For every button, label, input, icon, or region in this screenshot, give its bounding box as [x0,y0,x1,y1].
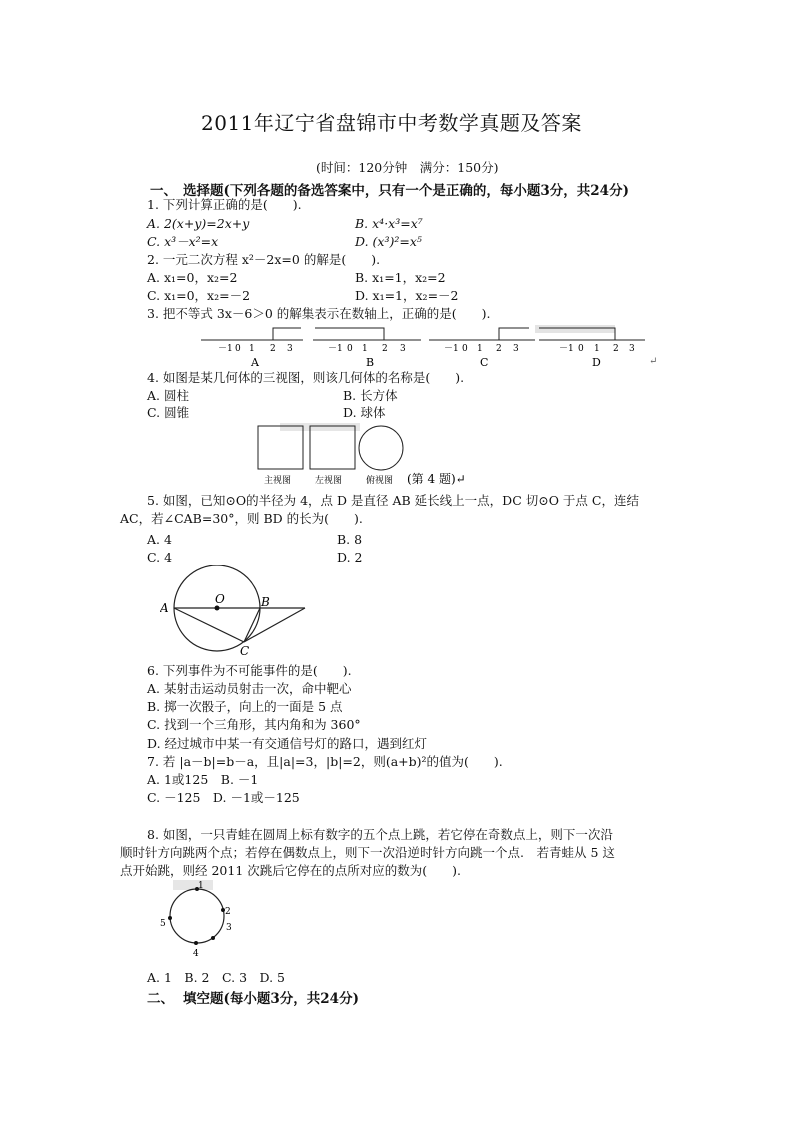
tick: －1 [444,344,459,354]
tick: －1 [559,344,574,354]
option-label-b: B [366,356,375,369]
q5-option-c: C. 4 [147,550,173,565]
point-c-label: C [240,644,250,658]
circle-tangent-figure [160,565,310,660]
frog-circle-figure [155,878,245,958]
q8-line-2: 顺时针方向跳两个点；若停在偶数点上，则下一次沿逆时针方向跳一个点. 若青蛙从 5 这 [120,845,615,860]
view-label: 俯视图 [366,476,394,486]
q6-option-d: D. 经过城市中某一有交通信号灯的路口，遇到红灯 [147,736,428,751]
number-line-d [535,325,657,369]
q2-option-b: B. x₁=1，x₂=2 [355,270,446,285]
number-line-c [429,328,535,369]
section-2-title: 填空题(每小题3分，共24分) [183,991,359,1007]
q8-line-1: 8. 如图，一只青蛙在圆周上标有数字的五个点上跳，若它停在奇数点上，则下一次沿 [147,827,613,842]
point-label: 1 [198,881,204,891]
option-label-c: C [480,356,489,369]
q1-stem: 1. 下列计算正确的是( ). [147,197,302,212]
front-view-square [258,426,303,469]
q7-stem: 7. 若 |a－b|=b－a，且|a|=3，|b|=2，则(a+b)²的值为( ). [147,754,503,769]
view-label: 左视图 [315,476,343,486]
q7-options-cd: C. －125 D. －1或－125 [147,790,300,805]
side-view-square [310,426,355,469]
number-line-b [313,328,421,369]
q1-option-b: B. x⁴·x³=x⁷ [355,216,423,231]
tick: 2 [382,344,388,354]
q2-stem: 2. 一元二次方程 x²－2x=0 的解是( ). [147,252,381,267]
tick: 2 [496,344,502,354]
point-label: 4 [193,949,199,958]
tick: 3 [287,344,293,354]
q4-option-d: D. 球体 [343,405,386,420]
section-2-number: 二、 [147,991,174,1007]
point-label: 5 [160,919,166,929]
q4-option-b: B. 长方体 [343,388,398,403]
tick: 2 [613,344,619,354]
q1-option-a: A. 2(x+y)=2x+y [147,216,250,231]
number-line-a [201,328,303,369]
tick: －1 [328,344,343,354]
tick: 0 [578,344,584,354]
option-label-a: A [251,356,259,369]
section-1-title: 选择题(下列各题的备选答案中，只有一个是正确的，每小题3分，共24分) [183,183,629,199]
q5-stem-line-2: AC，若∠CAB=30°，则 BD 的长为( ). [120,511,363,526]
q5-option-b: B. 8 [337,532,363,547]
figure-caption: (第 4 题)↵ [407,472,466,486]
q1-option-d: D. (x³)²=x⁵ [355,234,422,249]
tick: 1 [477,344,483,354]
section-1-number: 一、 [150,183,177,199]
tick: 1 [249,344,255,354]
tick: 0 [347,344,353,354]
three-view-figure [250,423,490,487]
tick: 0 [462,344,468,354]
tick: 3 [400,344,406,354]
tick: 1 [594,344,600,354]
q5-stem-line-1: 5. 如图，已知⊙O的半径为 4，点 D 是直径 AB 延长线上一点，DC 切⊙O 于点 C，连结 [147,493,639,508]
point-a-label: A [160,601,169,615]
tick: 2 [270,344,276,354]
point-label: 2 [225,907,231,917]
q5-option-d: D. 2 [337,550,363,565]
q3-stem: 3. 把不等式 3x－6＞0 的解集表示在数轴上，正确的是( ). [147,306,491,321]
q4-option-c: C. 圆锥 [147,405,190,420]
tick: 0 [235,344,241,354]
tick: 3 [629,344,635,354]
page-title: 2011年辽宁省盘锦市中考数学真题及答案 [201,111,582,135]
return-mark: ↵ [649,356,658,367]
q2-option-a: A. x₁=0，x₂=2 [147,270,238,285]
view-label: 主视图 [264,476,292,486]
tick: 1 [362,344,368,354]
point-o-label: O [215,592,225,606]
q8-line-3: 点开始跳，则经 2011 次跳后它停在的点所对应的数为( ). [120,863,461,878]
number-line-figures [195,322,665,370]
q6-stem: 6. 下列事件为不可能事件的是( ). [147,663,352,678]
point-label: 3 [226,923,232,933]
q4-option-a: A. 圆柱 [147,388,189,403]
tangent-dc [244,608,305,642]
option-label-d: D [592,356,601,369]
q2-option-c: C. x₁=0，x₂=－2 [147,288,251,303]
tick: 3 [513,344,519,354]
q4-stem: 4. 如图是某几何体的三视图，则该几何体的名称是( ). [147,370,465,385]
top-view-circle [359,426,403,470]
q7-options-ab: A. 1或125 B. －1 [147,772,259,787]
point-b-label: B [261,595,270,609]
q6-option-c: C. 找到一个三角形，其内角和为 360° [147,717,361,732]
q6-option-b: B. 掷一次骰子，向上的一面是 5 点 [147,699,343,714]
q1-option-c: C. x³－x²=x [147,234,219,249]
q5-option-a: A. 4 [147,532,172,547]
q2-option-d: D. x₁=1，x₂=－2 [355,288,459,303]
q8-options: A. 1 B. 2 C. 3 D. 5 [147,970,286,985]
q6-option-a: A. 某射击运动员射击一次，命中靶心 [147,681,352,696]
tick: －1 [218,344,233,354]
exam-info: (时间：120分钟 满分：150分) [316,160,499,175]
